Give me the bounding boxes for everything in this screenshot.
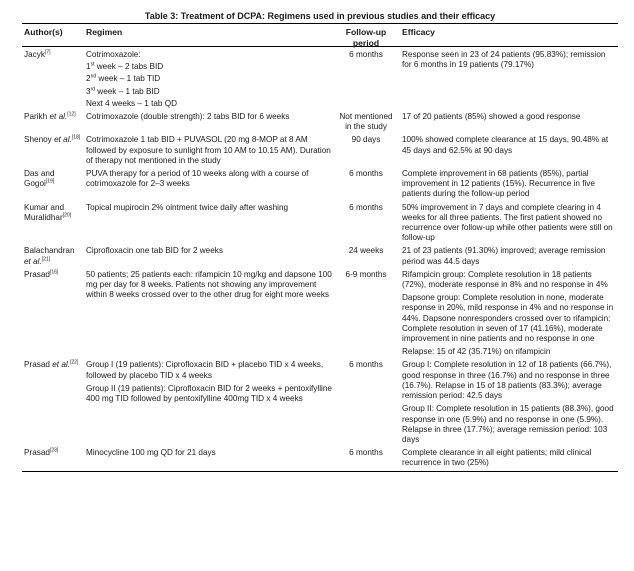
efficacy-text: 21 of 23 patients (91.30%) improved; average remission period was 44.5 days: [402, 246, 606, 266]
table-container: [22, 10, 618, 472]
efficacy-text: Relapse: 15 of 42 (35.71%) on rifampicin: [402, 347, 551, 357]
followup-cell: 24 weeks: [348, 246, 384, 256]
efficacy-text: Dapsone group: Complete resolution in none, moderate response in 20%, mild response in 4% and no response in 44%. Dapsone nonresponders crossed over to rifampicin: Complete resolution in seven of 17 (41.16%), moderate improvement in nine patients and no response in one: [402, 293, 614, 344]
efficacy-text: Complete improvement in 68 patients (85%), partial improvement in 12 patients (15%). Recurrence in five patients during the follow-up period: [402, 169, 595, 199]
table-row: [22, 47, 618, 109]
author-name: Das and Gogoi: [24, 169, 55, 189]
table-title: Table 3: Treatment of DCPA: Regimens used in previous studies and their efficacy: [144, 11, 496, 21]
author-name: Kumar and Muralidhar: [24, 202, 65, 222]
reference-marker: [7]: [44, 49, 51, 56]
regimen-text: 50 patients; 25 patients each: rifampicin 10 mg/kg and dapsone 100 mg per day for 8 weeks. Patients not showing any improvement within 8 weeks crossed over to the other drug for eight more weeks: [86, 269, 332, 300]
efficacy-cell: [396, 246, 616, 266]
regimen-text: Minocycline 100 mg QD for 21 days: [86, 448, 216, 458]
author-cell: [22, 50, 82, 109]
regimen-text: Next 4 weeks – 1 tab QD: [86, 98, 178, 108]
efficacy-text: Group II: Complete resolution in 15 patients (88.3%), good response in one (5.9%) and no response in one (5.9%). Relapse in three (17.7%); average remission period: 103 days: [402, 404, 614, 444]
reference-marker: [23]: [49, 447, 59, 454]
efficacy-cell: [396, 360, 616, 445]
header-followup: Follow-up period: [345, 27, 387, 48]
followup-cell: 6 months: [349, 360, 383, 370]
author-cell: [22, 246, 82, 266]
regimen-cell: [82, 135, 336, 166]
efficacy-text: Rifampicin group: Complete resolution in 18 patients (72%), moderate response in 8% and no response in 4%: [402, 269, 608, 290]
followup-cell: 6 months: [349, 448, 383, 458]
efficacy-cell: [396, 448, 616, 468]
regimen-cell: [82, 246, 336, 266]
author-etal: et al.: [24, 256, 42, 266]
table-row: [22, 357, 618, 445]
regimen-cell: [82, 112, 336, 132]
author-cell: [22, 112, 82, 132]
author-etal: et al.: [54, 135, 72, 145]
author-name: Parikh: [24, 112, 48, 122]
header-author: Author(s): [24, 27, 63, 37]
followup-cell: 90 days: [351, 135, 381, 145]
header-regimen: Regimen: [86, 27, 123, 37]
efficacy-text: Group I: Complete resolution in 12 of 18 patients (66.7%), good response in three (16.7%) and no response in three (16.7%). Relapse in 15 of 18 patients (83.3%); average remission period: 42.5 days: [402, 360, 612, 401]
regimen-cell: [82, 50, 336, 109]
efficacy-text: 100% showed complete clearance at 15 days, 90.48% at 45 days and 62.5% at 90 days: [402, 135, 609, 155]
efficacy-text: 50% improvement in 7 days and complete clearing in 4 weeks for all three patients. The first patient showed no recurrence over follow-up while other patients were still on follow-up: [402, 202, 613, 243]
regimen-text: Cotrimoxazole:: [86, 50, 141, 59]
followup-cell: 6 months: [349, 202, 383, 212]
regimen-text: PUVA therapy for a period of 10 weeks along with a course of cotrimoxazole for 2–3 weeks: [86, 169, 309, 189]
followup-cell: Not mentioned in the study: [339, 112, 393, 132]
table-row: [22, 109, 618, 132]
followup-cell: 6-9 months: [345, 269, 387, 279]
author-name: Jacyk: [24, 50, 45, 59]
author-cell: [22, 169, 82, 200]
efficacy-cell: [396, 270, 616, 358]
efficacy-text: Complete clearance in all eight patients; mild clinical recurrence in two (25%): [402, 448, 592, 468]
table-row: [22, 445, 618, 468]
table-row: [22, 132, 618, 166]
reference-marker: [19]: [45, 178, 55, 185]
reference-marker: [22]: [70, 359, 79, 366]
author-cell: [22, 360, 82, 445]
regimen-cell: [82, 360, 336, 445]
followup-cell: 6 months: [349, 50, 383, 59]
author-etal: et al.: [49, 112, 68, 122]
efficacy-text: Response seen in 23 of 24 patients (95.83%); remission for 6 months in 19 patients (79.17%): [402, 50, 606, 70]
regimen-text: Topical mupirocin 2% ointment twice daily after washing: [86, 202, 289, 212]
regimen-text: Cotrimoxazole (double strength): 2 tabs BID for 6 weeks: [86, 112, 290, 122]
bottom-rule: [22, 471, 618, 472]
efficacy-cell: [396, 169, 616, 200]
author-cell: [22, 270, 82, 358]
author-etal: et al.: [52, 360, 70, 370]
table-header-row: [22, 24, 618, 46]
regimen-text: Ciprofloxacin one tab BID for 2 weeks: [86, 246, 223, 256]
reference-marker: [18]: [71, 134, 81, 141]
author-name: Prasad: [24, 269, 50, 279]
author-name: Balachandran: [24, 246, 75, 256]
regimen-cell: [82, 203, 336, 244]
reference-marker: [20]: [62, 212, 72, 219]
table-body: [22, 47, 618, 469]
author-name: Prasad: [24, 360, 50, 370]
author-name: Prasad: [24, 448, 50, 458]
author-name: Shenoy: [24, 135, 52, 145]
regimen-text: 2nd week – 1 tab TID: [86, 73, 161, 84]
author-cell: [22, 448, 82, 468]
efficacy-cell: [396, 203, 616, 244]
table-row: [22, 243, 618, 266]
regimen-text: Group II (19 patients): Ciprofloxacin BID for 2 weeks + pentoxifylline 400 mg TID followed by pentoxifylline 400mg TID x 4 weeks: [86, 383, 332, 404]
regimen-cell: [82, 448, 336, 468]
header-efficacy: Efficacy: [402, 27, 435, 37]
reference-marker: [16]: [49, 269, 59, 276]
regimen-cell: [82, 169, 336, 200]
table-row: [22, 267, 618, 358]
regimen-text: Group I (19 patients): Ciprofloxacin BID + placebo TID x 4 weeks, followed by placebo TID x 4 weeks: [86, 360, 324, 380]
regimen-text: 1st week – 2 tabs BID: [86, 61, 164, 72]
followup-cell: 6 months: [349, 169, 383, 179]
efficacy-text: 17 of 20 patients (85%) showed a good response: [402, 112, 581, 122]
regimen-cell: [82, 270, 336, 358]
efficacy-cell: [396, 135, 616, 166]
regimen-text: Cotrimoxazole 1 tab BID + PUVASOL (20 mg 8-MOP at 8 AM followed by exposure to sunlight from 10 AM to 10.15 AM). Duration of therapy not mentioned in the study: [86, 135, 331, 165]
table-row: [22, 200, 618, 244]
efficacy-cell: [396, 50, 616, 109]
reference-marker: [21]: [41, 255, 51, 262]
author-cell: [22, 203, 82, 244]
author-cell: [22, 135, 82, 166]
reference-marker: [12]: [67, 111, 76, 118]
efficacy-cell: [396, 112, 616, 132]
regimen-text: 3rd week – 1 tab BID: [86, 85, 160, 96]
table-row: [22, 166, 618, 200]
